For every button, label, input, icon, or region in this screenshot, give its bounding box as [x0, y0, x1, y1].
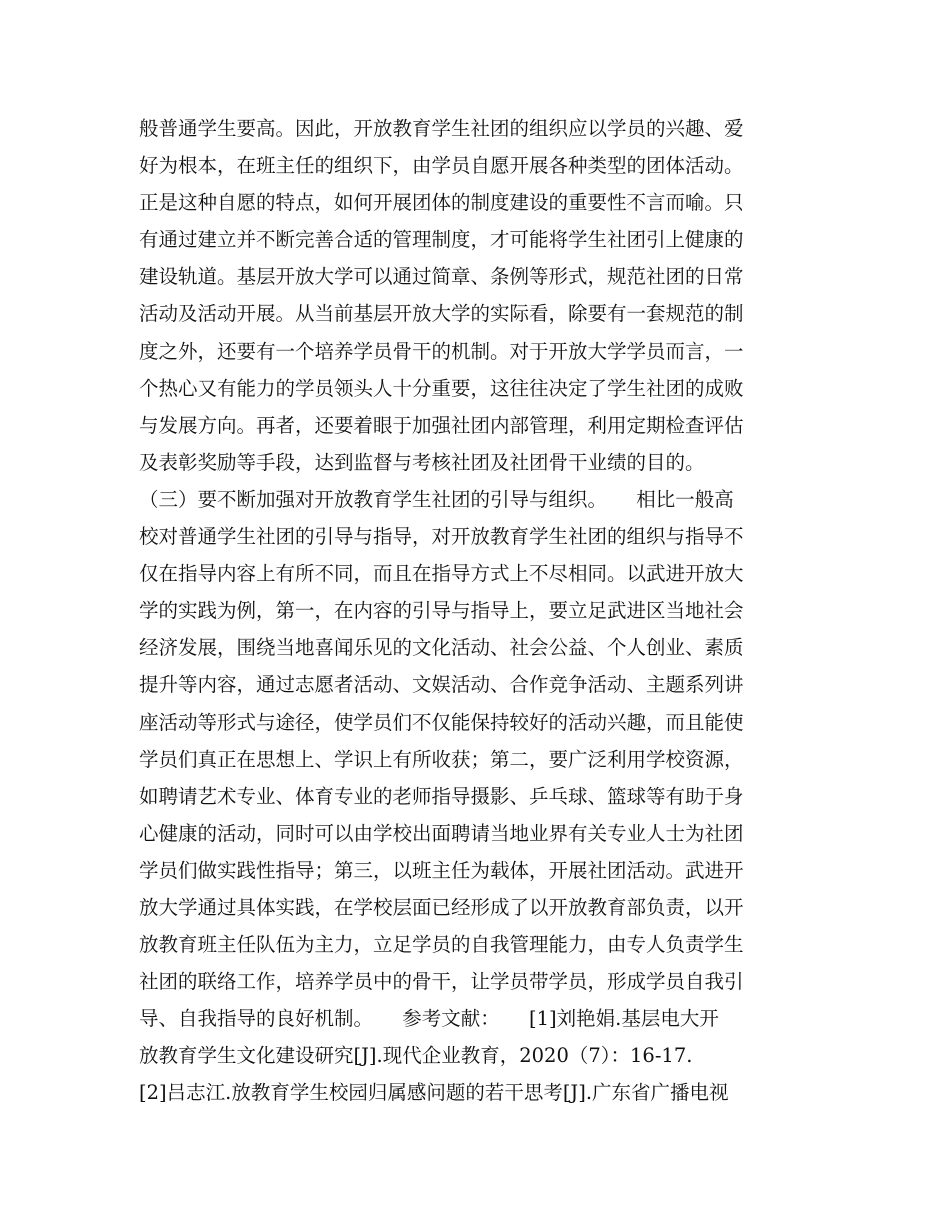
text-line: 经济发展，围绕当地喜闻乐见的文化活动、社会公益、个人创业、素质: [139, 636, 744, 660]
text-line: 仅在指导内容上有所不同，而且在指导方式上不尽相同。以武进开放大: [139, 562, 744, 586]
text-line: 提升等内容，通过志愿者活动、文娱活动、合作竞争活动、主题系列讲: [139, 673, 744, 697]
text-line: 好为根本，在班主任的组织下，由学员自愿开展各种类型的团体活动。: [139, 154, 744, 178]
text-line: 及表彰奖励等手段，达到监督与考核社团及社团骨干业绩的目的。: [139, 450, 705, 474]
text-line: 学员们做实践性指导；第三，以班主任为载体，开展社团活动。武进开: [139, 858, 744, 882]
text-line: 放大学通过具体实践，在学校层面已经形成了以开放教育部负责，以开: [139, 895, 744, 919]
text-line: 导、自我指导的良好机制。 参考文献： [1]刘艳娟.基层电大开: [139, 1007, 719, 1031]
text-line: 放教育班主任队伍为主力，立足学员的自我管理能力，由专人负责学生: [139, 933, 744, 957]
text-line: 学的实践为例，第一，在内容的引导与指导上，要立足武进区当地社会: [139, 599, 744, 623]
text-line: 建设轨道。基层开放大学可以通过简章、条例等形式，规范社团的日常: [139, 265, 744, 289]
text-line: 放教育学生文化建设研究[J].现代企业教育，2020（7）：16-17.: [139, 1044, 693, 1068]
text-line: 般普通学生要高。因此，开放教育学生社团的组织应以学员的兴趣、爱: [139, 117, 744, 140]
text-line: 如聘请艺术专业、体育专业的老师指导摄影、乒乓球、篮球等有助于身: [139, 784, 744, 808]
text-line: 度之外，还要有一个培养学员骨干的机制。对于开放大学学员而言，一: [139, 339, 744, 363]
text-line: [2]吕志江.放教育学生校园归属感问题的若干思考[J].广东省广播电视: [139, 1081, 729, 1105]
text-line: 个热心又有能力的学员领头人十分重要，这往往决定了学生社团的成败: [139, 376, 744, 400]
text-line: 心健康的活动，同时可以由学校出面聘请当地业界有关专业人士为社团: [139, 821, 744, 845]
text-line: 与发展方向。再者，还要着眼于加强社团内部管理，利用定期检查评估: [139, 413, 744, 437]
text-line: 社团的联络工作，培养学员中的骨干，让学员带学员，形成学员自我引: [139, 970, 744, 994]
text-line: 有通过建立并不断完善合适的管理制度，才可能将学生社团引上健康的: [139, 228, 744, 252]
text-line: 正是这种自愿的特点，如何开展团体的制度建设的重要性不言而喻。只: [139, 191, 744, 215]
text-line: （三）要不断加强对开放教育学生社团的引导与组织。 相比一般高: [139, 487, 734, 511]
text-line: 活动及活动开展。从当前基层开放大学的实际看，除要有一套规范的制: [139, 302, 744, 326]
body-text: [139, 110, 819, 1112]
text-line: 校对普通学生社团的引导与指导，对开放教育学生社团的组织与指导不: [139, 525, 744, 549]
text-line: 学员们真正在思想上、学识上有所收获；第二，要广泛利用学校资源，: [139, 747, 744, 771]
text-line: 座活动等形式与途径，使学员们不仅能保持较好的活动兴趣，而且能使: [139, 710, 744, 734]
